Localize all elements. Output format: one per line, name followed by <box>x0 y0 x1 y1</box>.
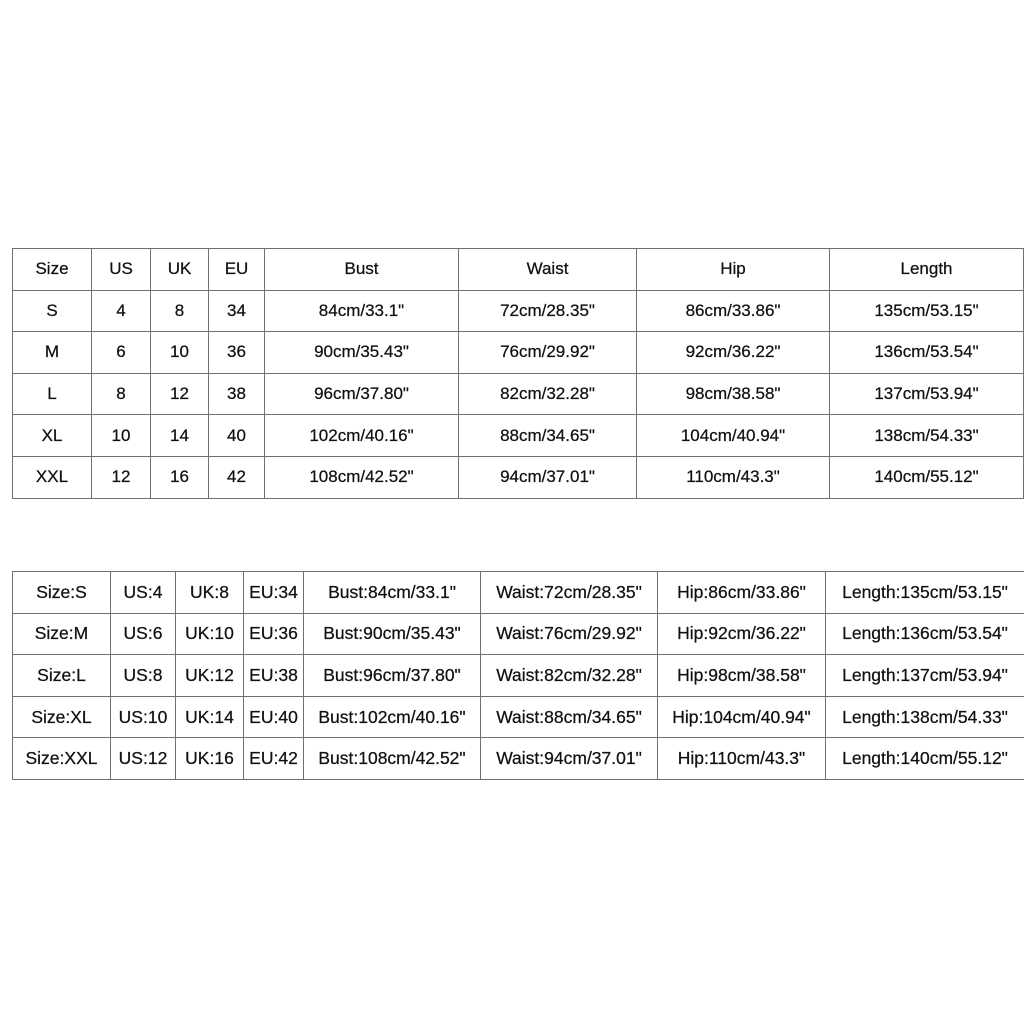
cell-eu: 42 <box>209 456 265 498</box>
cell-us: US:4 <box>111 572 176 614</box>
cell-bust: 84cm/33.1" <box>265 290 459 332</box>
cell-waist: 88cm/34.65" <box>459 415 637 457</box>
cell-bust: Bust:102cm/40.16" <box>304 696 481 738</box>
header-size: Size <box>13 249 92 291</box>
cell-bust: 90cm/35.43" <box>265 332 459 374</box>
cell-bust: Bust:108cm/42.52" <box>304 738 481 780</box>
cell-waist: 82cm/32.28" <box>459 373 637 415</box>
cell-length: Length:140cm/55.12" <box>826 738 1024 780</box>
cell-length: Length:136cm/53.54" <box>826 613 1024 655</box>
table-row <box>13 332 1024 374</box>
cell-eu: EU:36 <box>244 613 304 655</box>
cell-length: Length:135cm/53.15" <box>826 572 1024 614</box>
cell-length: 137cm/53.94" <box>830 373 1024 415</box>
header-uk: UK <box>151 249 209 291</box>
header-length: Length <box>830 249 1024 291</box>
cell-waist: Waist:76cm/29.92" <box>481 613 658 655</box>
cell-size: Size:XL <box>13 696 111 738</box>
table-row <box>13 373 1024 415</box>
cell-bust: Bust:90cm/35.43" <box>304 613 481 655</box>
cell-length: 138cm/54.33" <box>830 415 1024 457</box>
cell-bust: Bust:96cm/37.80" <box>304 655 481 697</box>
cell-us: 6 <box>92 332 151 374</box>
cell-size: XL <box>13 415 92 457</box>
cell-waist: 76cm/29.92" <box>459 332 637 374</box>
cell-size: M <box>13 332 92 374</box>
table-row <box>13 613 1024 655</box>
cell-us: 10 <box>92 415 151 457</box>
cell-us: 12 <box>92 456 151 498</box>
cell-eu: EU:40 <box>244 696 304 738</box>
cell-size: XXL <box>13 456 92 498</box>
cell-hip: 104cm/40.94" <box>637 415 830 457</box>
cell-uk: UK:10 <box>176 613 244 655</box>
cell-uk: 12 <box>151 373 209 415</box>
cell-hip: 98cm/38.58" <box>637 373 830 415</box>
header-us: US <box>92 249 151 291</box>
cell-bust: 108cm/42.52" <box>265 456 459 498</box>
cell-waist: 94cm/37.01" <box>459 456 637 498</box>
cell-hip: 110cm/43.3" <box>637 456 830 498</box>
cell-length: 135cm/53.15" <box>830 290 1024 332</box>
cell-us: US:10 <box>111 696 176 738</box>
cell-bust: Bust:84cm/33.1" <box>304 572 481 614</box>
table-row <box>13 572 1024 614</box>
cell-length: Length:138cm/54.33" <box>826 696 1024 738</box>
cell-length: 136cm/53.54" <box>830 332 1024 374</box>
cell-hip: Hip:86cm/33.86" <box>658 572 826 614</box>
table-row <box>13 696 1024 738</box>
table-row <box>13 290 1024 332</box>
size-chart-table <box>12 248 1024 499</box>
cell-hip: Hip:104cm/40.94" <box>658 696 826 738</box>
header-bust: Bust <box>265 249 459 291</box>
cell-us: 8 <box>92 373 151 415</box>
cell-hip: Hip:98cm/38.58" <box>658 655 826 697</box>
cell-hip: 92cm/36.22" <box>637 332 830 374</box>
cell-uk: UK:12 <box>176 655 244 697</box>
cell-us: 4 <box>92 290 151 332</box>
labeled-size-chart-table <box>12 571 1024 780</box>
table-row <box>13 456 1024 498</box>
cell-us: US:8 <box>111 655 176 697</box>
cell-waist: Waist:72cm/28.35" <box>481 572 658 614</box>
cell-size: S <box>13 290 92 332</box>
cell-waist: Waist:94cm/37.01" <box>481 738 658 780</box>
cell-uk: 10 <box>151 332 209 374</box>
cell-waist: Waist:88cm/34.65" <box>481 696 658 738</box>
cell-bust: 96cm/37.80" <box>265 373 459 415</box>
cell-eu: 38 <box>209 373 265 415</box>
cell-uk: UK:8 <box>176 572 244 614</box>
cell-uk: UK:16 <box>176 738 244 780</box>
cell-uk: 16 <box>151 456 209 498</box>
cell-us: US:12 <box>111 738 176 780</box>
header-hip: Hip <box>637 249 830 291</box>
header-eu: EU <box>209 249 265 291</box>
cell-size: Size:XXL <box>13 738 111 780</box>
header-row <box>13 249 1024 291</box>
cell-eu: 34 <box>209 290 265 332</box>
cell-eu: 40 <box>209 415 265 457</box>
table-row <box>13 738 1024 780</box>
cell-eu: EU:42 <box>244 738 304 780</box>
cell-uk: 14 <box>151 415 209 457</box>
cell-hip: Hip:92cm/36.22" <box>658 613 826 655</box>
cell-bust: 102cm/40.16" <box>265 415 459 457</box>
cell-waist: Waist:82cm/32.28" <box>481 655 658 697</box>
cell-waist: 72cm/28.35" <box>459 290 637 332</box>
cell-eu: EU:34 <box>244 572 304 614</box>
cell-size: Size:L <box>13 655 111 697</box>
cell-us: US:6 <box>111 613 176 655</box>
cell-size: Size:M <box>13 613 111 655</box>
cell-hip: Hip:110cm/43.3" <box>658 738 826 780</box>
header-waist: Waist <box>459 249 637 291</box>
cell-size: Size:S <box>13 572 111 614</box>
cell-size: L <box>13 373 92 415</box>
cell-hip: 86cm/33.86" <box>637 290 830 332</box>
cell-eu: 36 <box>209 332 265 374</box>
table-row <box>13 415 1024 457</box>
cell-length: 140cm/55.12" <box>830 456 1024 498</box>
cell-uk: UK:14 <box>176 696 244 738</box>
cell-uk: 8 <box>151 290 209 332</box>
cell-eu: EU:38 <box>244 655 304 697</box>
cell-length: Length:137cm/53.94" <box>826 655 1024 697</box>
table-row <box>13 655 1024 697</box>
